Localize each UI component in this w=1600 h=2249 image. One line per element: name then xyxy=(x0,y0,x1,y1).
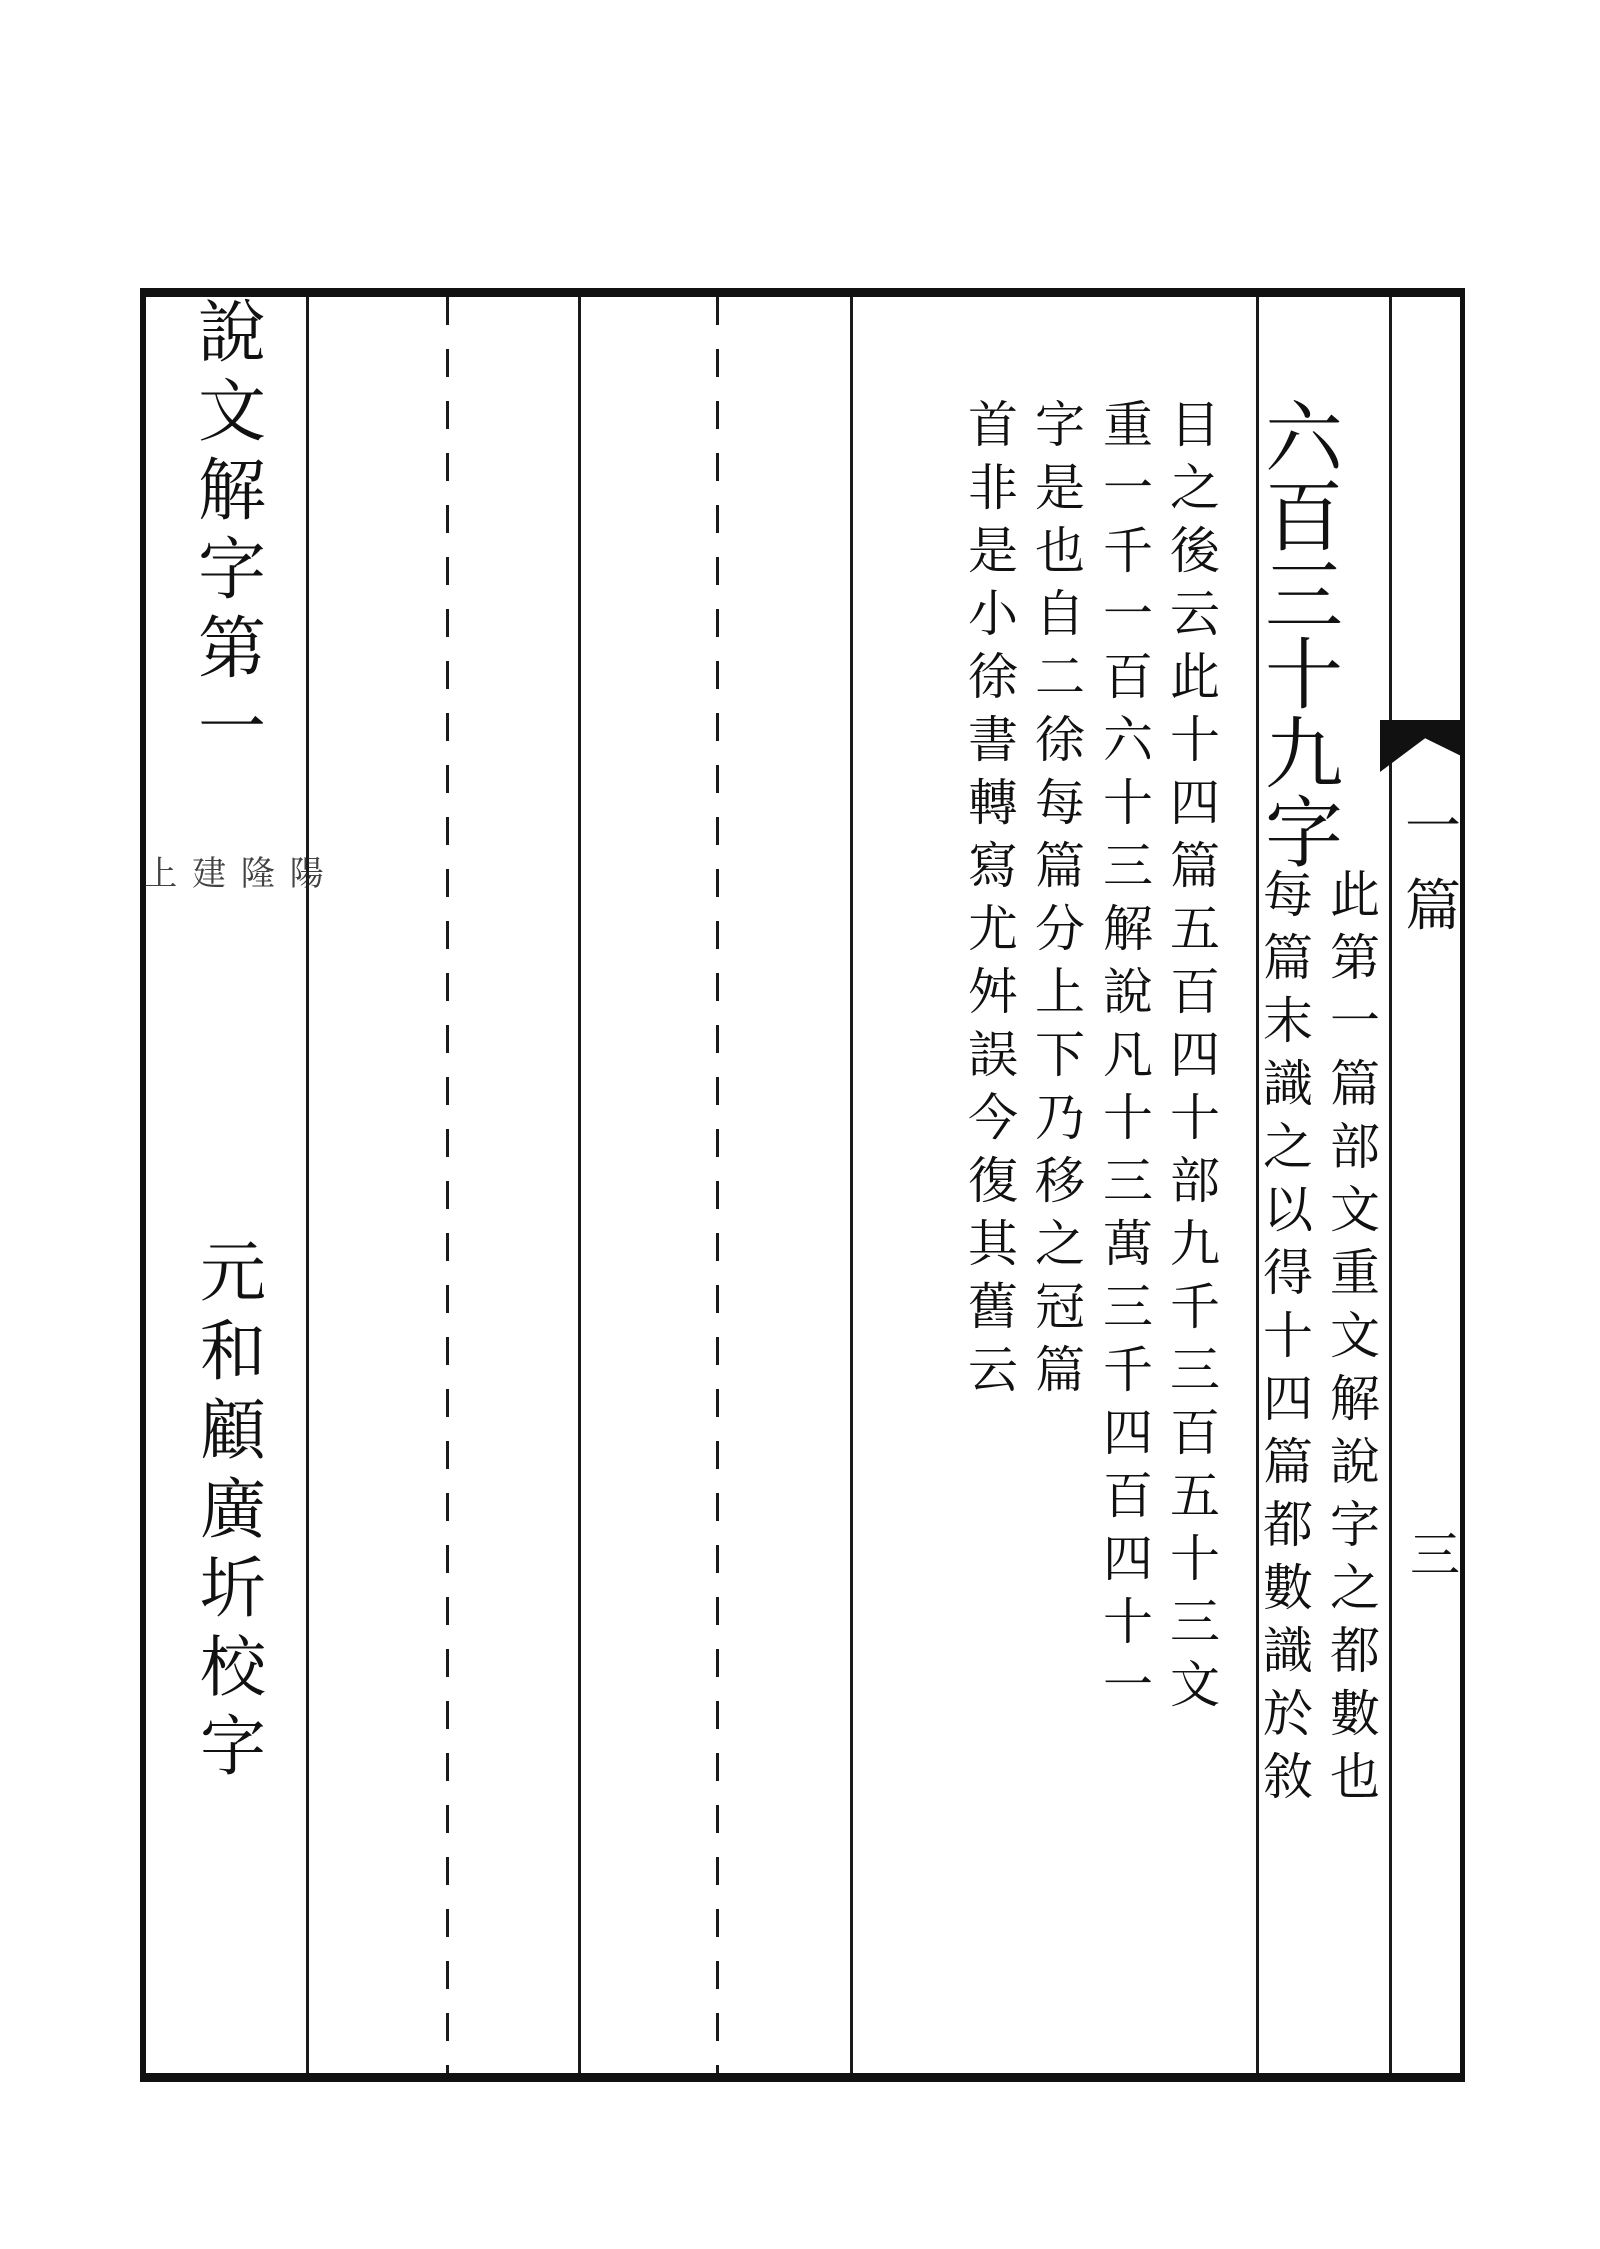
glyph: 和 xyxy=(200,1313,266,1390)
glyph: 百 xyxy=(1170,1404,1220,1462)
glyph: 篇 xyxy=(1405,874,1461,939)
glyph: 一 xyxy=(1405,795,1461,860)
glyph: 乃 xyxy=(1035,1089,1085,1147)
glyph: 十 xyxy=(1103,1593,1153,1651)
glyph: 十 xyxy=(1263,1307,1313,1365)
glyph: 解 xyxy=(1103,900,1153,958)
glyph: 敘 xyxy=(1263,1748,1313,1806)
glyph: 字 xyxy=(1265,789,1344,879)
glyph: 顧 xyxy=(200,1392,266,1469)
glyph: 此 xyxy=(1330,866,1380,924)
glyph: 四 xyxy=(1170,1026,1220,1084)
glyph: 數 xyxy=(1263,1559,1313,1617)
column-rule xyxy=(1389,297,1392,2073)
glyph: 是 xyxy=(968,522,1018,580)
glyph: 五 xyxy=(1170,1467,1220,1525)
glyph: 上 xyxy=(1035,963,1085,1021)
glyph: 之 xyxy=(1035,1215,1085,1273)
glyph: 一 xyxy=(1103,585,1153,643)
glyph: 之 xyxy=(1330,1559,1380,1617)
glyph: 百 xyxy=(1170,963,1220,1021)
glyph: 識 xyxy=(1263,1622,1313,1680)
column-rule xyxy=(306,297,309,2073)
glyph: 四 xyxy=(1103,1530,1153,1588)
glyph: 尤 xyxy=(968,900,1018,958)
commentary-column-3 xyxy=(1170,396,1220,1723)
glyph: 今 xyxy=(968,1089,1018,1147)
commentary-column-1 xyxy=(1330,866,1380,1815)
glyph: 以 xyxy=(1263,1181,1313,1239)
glyph: 四 xyxy=(1263,1370,1313,1428)
glyph: 重 xyxy=(1103,396,1153,454)
glyph: 說 xyxy=(1330,1433,1380,1491)
glyph: 十 xyxy=(1170,711,1220,769)
glyph: 凡 xyxy=(1103,1026,1153,1084)
glyph: 寫 xyxy=(968,837,1018,895)
glyph: 一 xyxy=(1103,1656,1153,1714)
glyph: 三 xyxy=(1170,1593,1220,1651)
glyph: 一 xyxy=(198,689,267,768)
glyph: 云 xyxy=(1170,585,1220,643)
margin-foot xyxy=(1410,1526,1460,1609)
glyph: 云 xyxy=(968,1341,1018,1399)
glyph: 於 xyxy=(1263,1685,1313,1743)
commentary-column-2 xyxy=(1263,866,1313,1815)
glyph: 文 xyxy=(198,373,267,452)
glyph: 部 xyxy=(1330,1118,1380,1176)
glyph: 十 xyxy=(1170,1530,1220,1588)
glyph: 下 xyxy=(1035,1026,1085,1084)
glyph: 數 xyxy=(1330,1685,1380,1743)
commentary-column-6 xyxy=(968,396,1018,1408)
glyph: 九 xyxy=(1170,1215,1220,1273)
glyph: 舛 xyxy=(968,963,1018,1021)
glyph: 非 xyxy=(968,459,1018,517)
glyph: 文 xyxy=(1170,1656,1220,1714)
glyph: 篇 xyxy=(1170,837,1220,895)
glyph: 也 xyxy=(1035,522,1085,580)
glyph: 第 xyxy=(1330,929,1380,987)
glyph: 四 xyxy=(1103,1404,1153,1462)
commentary-column-5 xyxy=(1035,396,1085,1408)
glyph: 部 xyxy=(1170,1152,1220,1210)
column-rule xyxy=(446,297,449,2073)
glyph: 三 xyxy=(1265,552,1344,642)
glyph: 元 xyxy=(200,1234,266,1311)
margin-label xyxy=(1405,795,1461,958)
glyph: 重 xyxy=(1330,1244,1380,1302)
glyph: 字 xyxy=(198,531,267,610)
glyph: 十 xyxy=(1103,774,1153,832)
column-rule xyxy=(850,297,853,2073)
glyph: 首 xyxy=(968,396,1018,454)
editor-credit xyxy=(200,1234,266,1793)
glyph: 六 xyxy=(1265,394,1344,484)
glyph: 文 xyxy=(1330,1307,1380,1365)
glyph: 每 xyxy=(1263,866,1313,924)
glyph: 字 xyxy=(200,1708,266,1785)
glyph: 分 xyxy=(1035,900,1085,958)
glyph: 徐 xyxy=(968,648,1018,706)
glyph: 三 xyxy=(1410,1526,1460,1584)
glyph: 目 xyxy=(1170,396,1220,454)
glyph: 其 xyxy=(968,1215,1018,1273)
glyph: 千 xyxy=(1103,1341,1153,1399)
column-rule xyxy=(716,297,719,2073)
glyph: 一 xyxy=(1103,459,1153,517)
glyph: 書 xyxy=(968,711,1018,769)
column-rule xyxy=(578,297,581,2073)
glyph: 都 xyxy=(1263,1496,1313,1554)
glyph: 篇 xyxy=(1263,929,1313,987)
glyph: 小 xyxy=(968,585,1018,643)
glyph: 百 xyxy=(1265,473,1344,563)
glyph: 三 xyxy=(1103,1278,1153,1336)
glyph: 九 xyxy=(1265,710,1344,800)
glyph: 此 xyxy=(1170,648,1220,706)
glyph: 識 xyxy=(1263,1055,1313,1113)
glyph: 說 xyxy=(198,294,267,373)
glyph: 三 xyxy=(1170,1341,1220,1399)
glyph: 第 xyxy=(198,610,267,689)
glyph: 轉 xyxy=(968,774,1018,832)
glyph: 萬 xyxy=(1103,1215,1153,1273)
glyph: 十 xyxy=(1265,631,1344,721)
glyph: 十 xyxy=(1103,1089,1153,1147)
column-rule xyxy=(1256,297,1259,2073)
glyph: 每 xyxy=(1035,774,1085,832)
commentary-column-4 xyxy=(1103,396,1153,1723)
glyph: 三 xyxy=(1103,1152,1153,1210)
glyph: 之 xyxy=(1170,459,1220,517)
glyph: 移 xyxy=(1035,1152,1085,1210)
glyph: 篇 xyxy=(1035,1341,1085,1399)
glyph: 字 xyxy=(1035,396,1085,454)
glyph: 千 xyxy=(1170,1278,1220,1336)
glyph: 是 xyxy=(1035,459,1085,517)
glyph: 字 xyxy=(1330,1496,1380,1554)
glyph: 說 xyxy=(1103,963,1153,1021)
glyph: 都 xyxy=(1330,1622,1380,1680)
glyph: 五 xyxy=(1170,900,1220,958)
glyph: 自 xyxy=(1035,585,1085,643)
glyph: 三 xyxy=(1103,837,1153,895)
glyph: 末 xyxy=(1263,992,1313,1050)
glyph: 徐 xyxy=(1035,711,1085,769)
glyph: 圻 xyxy=(200,1550,266,1627)
glyph: 之 xyxy=(1263,1118,1313,1176)
glyph: 六 xyxy=(1103,711,1153,769)
main-heading xyxy=(1265,394,1344,879)
glyph: 篇 xyxy=(1035,837,1085,895)
glyph: 篇 xyxy=(1330,1055,1380,1113)
glyph: 篇 xyxy=(1263,1433,1313,1491)
glyph: 也 xyxy=(1330,1748,1380,1806)
glyph: 文 xyxy=(1330,1181,1380,1239)
glyph: 解 xyxy=(1330,1370,1380,1428)
glyph: 一 xyxy=(1330,992,1380,1050)
glyph: 冠 xyxy=(1035,1278,1085,1336)
glyph: 百 xyxy=(1103,648,1153,706)
glyph: 校 xyxy=(200,1629,266,1706)
glyph: 舊 xyxy=(968,1278,1018,1336)
title-column xyxy=(198,294,267,774)
seal-stamp: 上 建 隆 陽 xyxy=(143,853,326,894)
glyph: 得 xyxy=(1263,1244,1313,1302)
glyph: 四 xyxy=(1170,774,1220,832)
glyph: 復 xyxy=(968,1152,1018,1210)
glyph: 解 xyxy=(198,452,267,531)
glyph: 誤 xyxy=(968,1026,1018,1084)
glyph: 廣 xyxy=(200,1471,266,1548)
glyph: 二 xyxy=(1035,648,1085,706)
glyph: 後 xyxy=(1170,522,1220,580)
glyph: 千 xyxy=(1103,522,1153,580)
glyph: 十 xyxy=(1170,1089,1220,1147)
glyph: 百 xyxy=(1103,1467,1153,1525)
